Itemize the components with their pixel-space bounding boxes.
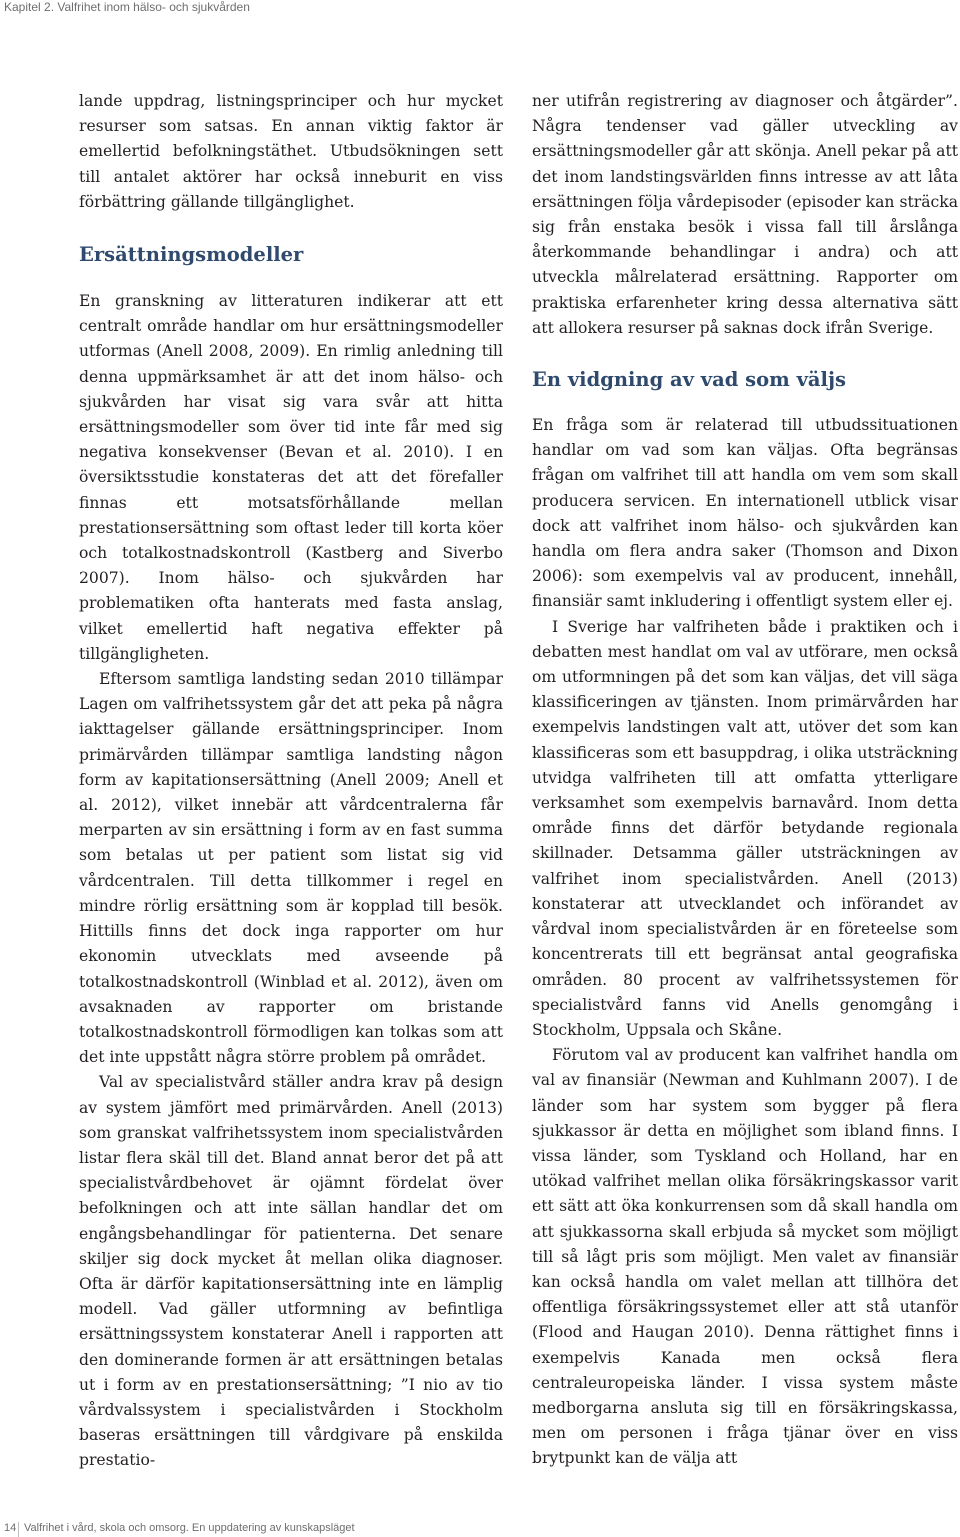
page-footer	[0, 1522, 960, 1537]
paragraph: Förutom val av producent kan valfrihet handla om val av finansiär (Newman and Kuhlmann 2007). I de länder som har system som bygger på flera sjukkassor är detta en möjlighet som ibland finns. I vissa länder, som Tyskland och Holland, har en utökad valfrihet mellan olika försäkringskassor varit ett sätt att öka konkurrensen som då skall handla om att sjukkassorna skall erbjuda så mycket som möjligt till så lågt pris som möjligt. Men valet av finansiär kan också handla om valet mellan att tillhöra det offentliga försäkringssystemet eller att stå utanför (Flood and Haugan 2010). Denna rättighet finns i exempelvis Kanada men också flera centraleuropeiska länder. I vissa system måste medborgarna ansluta sig till en försäkringskassa, men om personen i fråga tjänar över en viss brytpunkt kan de välja att	[532, 1046, 958, 1468]
footer-publication-title: Valfrihet i vård, skola och omsorg. En uppdatering av kunskapsläget	[24, 1522, 355, 1534]
paragraph: En granskning av litteraturen indikerar att ett centralt område handlar om hur ersättningsmodeller utformas (Anell 2008, 2009). En rimlig anledning till denna uppmärksamhet är att det inom hälso- och sjukvården har visat sig vara svår att hitta ersättningsmodeller som över tid inte får med sig negativa konsekvenser (Bevan et al. 2010). I en översiktsstudie konstateras det att det förefaller finnas ett motsatsförhållande mellan prestationsersättning som oftast leder till korta köer och totalkostnadskontroll (Kastberg and Siverbo 2007). Inom hälso- och sjukvården har problematiken ofta hanterats med fasta anslag, vilket emellertid haft negativa effekter på tillgängligheten.	[79, 292, 503, 663]
paragraph: Val av specialistvård ställer andra krav på design av system jämfört med primärvården. Anell (2013) som granskat valfrihetssystem inom specialistvården listar flera skäl till det. Bland annat beror det på att specialistvårdbehovet är ojämnt fördelat över befolkningen och att inte sällan handlar det om engångsbehandlingar för patienterna. Det senare skiljer sig dock mycket åt mellan olika diagnoser. Ofta är därför kapitationsersättning inte en lämplig modell. Vad gäller utformning av befintliga ersättningssystem konstaterar Anell i rapporten att den dominerande formen är att ersättningen betalas ut i form av en prestationsersättning; ”I nio av tio vårdvalssystem i specialistvården i Stockholm baseras ersättningen till vårdgivare på enskilda prestatio-	[79, 1073, 503, 1470]
paragraph: I Sverige har valfriheten både i praktiken och i debatten mest handlat om val av utförare, men också om utformningen på det som kan väljas, det vill säga klassificeringen av tjänsten. Inom primärvården har exempelvis landstingen valt att, utöver det som kan klassificeras som ett basuppdrag, i olika utsträckning utvidga valfriheten till att omfatta ytterligare verksamhet som exempelvis barnavård. Inom detta område finns det därför betydande regionala skillnader. Detsamma gäller utsträckningen av valfrihet inom specialistvården. Anell (2013) konstaterar att utvecklandet och införandet av vårdval inom specialistvården är en företeelse som koncentrerats till ett begränsat antal geografiska områden. 80 procent av valfrihetssystemen för specialistvård fanns vid Anells genomgång i Stockholm, Uppsala och Skåne.	[532, 617, 958, 1039]
left-column	[79, 89, 503, 1474]
page-number: 14	[4, 1522, 17, 1534]
paragraph: lande uppdrag, listningsprinciper och hur mycket resurser som satsas. En annan viktig faktor är emellertid befolkningstäthet. Utbudsökningen sett till antalet aktörer har också inneburit en viss förbättring gällande tillgänglighet.	[79, 92, 503, 211]
footer-divider	[18, 1522, 19, 1537]
section-heading-ersattningsmodeller: Ersättningsmodeller	[79, 243, 304, 267]
running-header: Kapitel 2. Valfrihet inom hälso- och sjukvården	[4, 0, 250, 14]
paragraph: ner utifrån registrering av diagnoser och åtgärder”. Några tendenser vad gäller utveckling av ersättningsmodeller går att skönja. Anell pekar på att det inom landstingsvärlden finns intresse av att låta ersättningen följa vårdepisoder (episoder kan sträcka sig från enstaka besök i vissa fall till årslånga återkommande behandlingar i andra) och att utveckla målrelaterad ersättning. Rapporter om praktiska erfarenheter kring dessa alternativa sätt att allokera resurser på saknas dock ifrån Sverige.	[532, 92, 958, 337]
paragraph: Eftersom samtliga landsting sedan 2010 tillämpar Lagen om valfrihetssystem går det att peka på några iakttagelser gällande ersättningsprinciper. Inom primärvården tillämpar samtliga landsting någon form av kapitationsersättning (Anell 2009; Anell et al. 2012), vilket innebär att vårdcentralerna får merparten av sin ersättning i form av en fast summa som betalas ut per patient som listat sig vid vårdcentralen. Till detta tillkommer i regel en mindre rörlig ersättning som är kopplad till besök. Hittills finns det dock inga rapporter om hur ekonomin utvecklats med avseende på totalkostnadskontroll (Winblad et al. 2012), även om avsaknaden av rapporter om bristande totalkostnadskontroll förmodligen kan tolkas som att det inte uppstått några större problem på området.	[79, 670, 503, 1067]
paragraph: En fråga som är relaterad till utbudssituationen handlar om vad som kan väljas. Ofta begränsas frågan om valfrihet till att handla om vem som skall producera servicen. En internationell utblick visar dock att valfrihet inom hälso- och sjukvården kan handla om flera andra saker (Thomson and Dixon 2006): som exempelvis val av producent, innehåll, finansiär samt inkludering i offentligt system eller ej.	[532, 416, 958, 611]
section-heading-vidgning: En vidgning av vad som väljs	[532, 368, 846, 392]
right-column	[532, 89, 958, 1472]
